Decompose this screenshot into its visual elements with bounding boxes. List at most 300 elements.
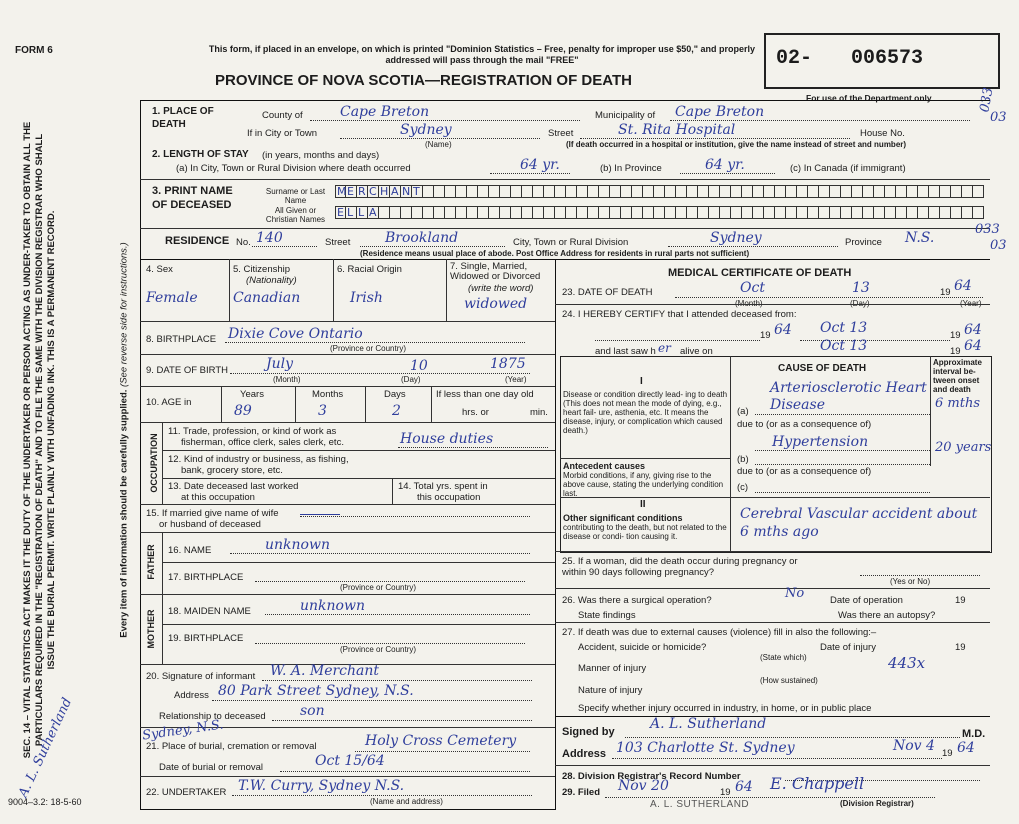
- name-letter-box: [698, 185, 709, 198]
- name-letter-box: N: [402, 185, 411, 198]
- municipality-label: Municipality of: [595, 110, 656, 121]
- hrs-label: hrs. or: [462, 407, 489, 418]
- name-letter-box: [533, 206, 544, 219]
- citizenship-value: Canadian: [233, 290, 301, 306]
- specify-label: Specify whether injury occurred in industry, in home, or in public place: [578, 703, 872, 714]
- name-letter-box: [467, 185, 478, 198]
- municipality-value: Cape Breton: [675, 104, 765, 120]
- cause-b-label: (b): [737, 454, 749, 465]
- name-letter-box: [379, 206, 390, 219]
- name-letter-box: [962, 206, 973, 219]
- place-of-death-label: 1. PLACE OF DEATH: [152, 106, 214, 130]
- name-letter-box: [830, 185, 841, 198]
- burial-date: Oct 15/64: [315, 753, 385, 769]
- dod-month-note: (Month): [735, 299, 763, 308]
- due-to-value: Hypertension: [772, 434, 869, 450]
- other-conditions-value: Cerebral Vascular accident about 6 mths ago: [740, 506, 978, 540]
- name-letter-box: [632, 185, 643, 198]
- age-years-label: Years: [240, 389, 264, 400]
- stay-city-value: 64 yr.: [520, 157, 560, 173]
- name-letter-box: [709, 185, 720, 198]
- name-letter-box: [423, 206, 434, 219]
- residence-no: 140: [256, 230, 283, 246]
- name-letter-box: [786, 185, 797, 198]
- name-letter-box: [610, 206, 621, 219]
- name-letter-box: [676, 185, 687, 198]
- to-year: 64: [964, 322, 982, 338]
- filed-year: 64: [735, 779, 753, 795]
- name-letter-box: [643, 206, 654, 219]
- less-one-day-label: If less than one day old: [436, 389, 534, 400]
- name-letter-box: [720, 206, 731, 219]
- q15-label-b: or husband of deceased: [159, 519, 261, 530]
- informant-address-label: Address: [174, 690, 209, 701]
- code-2: 03: [990, 110, 1007, 125]
- street-value: St. Rita Hospital: [618, 122, 736, 138]
- name-letter-box: [852, 185, 863, 198]
- name-letter-box: [764, 206, 775, 219]
- mother-side-label: MOTHER: [146, 609, 156, 649]
- dod-day-note: (Day): [850, 299, 870, 308]
- other-conditions-text: contributing to the death, but not related to the disease or condi- tion causing it.: [563, 523, 727, 541]
- side-notice-2: Every item of information should be carefully supplied. (See reverse side for instructions.): [118, 242, 130, 638]
- name-letter-box: [940, 206, 951, 219]
- name-letter-box: [929, 185, 940, 198]
- state-which-note: (State which): [760, 653, 807, 662]
- name-letter-box: [456, 185, 467, 198]
- length-of-stay-label: 2. LENGTH OF STAY: [152, 149, 249, 160]
- name-letter-box: [808, 185, 819, 198]
- name-letter-box: [412, 206, 423, 219]
- medical-certificate-header: MEDICAL CERTIFICATE OF DEATH: [668, 267, 852, 279]
- name-letter-box: [577, 206, 588, 219]
- relationship-label: Relationship to deceased: [159, 711, 266, 722]
- father-prov-note: (Province or Country): [340, 583, 417, 592]
- age-days: 2: [392, 403, 401, 419]
- burial-place-label: 21. Place of burial, cremation or removal: [146, 741, 317, 752]
- surgery-answer: No: [785, 586, 805, 601]
- name-letter-box: A: [368, 206, 379, 219]
- given-name-boxes[interactable]: [335, 206, 984, 219]
- name-letter-box: [841, 206, 852, 219]
- due-to-label-2: due to (or as a consequence of): [737, 466, 872, 477]
- other-conditions-title: Other significant conditions: [563, 513, 683, 523]
- to-year-prefix: 19: [950, 330, 961, 341]
- due-to-label-1: due to (or as a consequence of): [737, 419, 872, 430]
- findings-label: State findings: [578, 610, 636, 621]
- name-letter-box: [577, 185, 588, 198]
- operation-year-prefix: 19: [955, 595, 966, 606]
- q12-label-b: bank, grocery store, etc.: [181, 465, 283, 476]
- name-letter-box: L: [357, 206, 368, 219]
- name-letter-box: [390, 206, 401, 219]
- residence-street-label: Street: [325, 237, 351, 248]
- age-years: 89: [234, 403, 252, 419]
- birthplace-value: Dixie Cove Ontario: [228, 326, 363, 342]
- name-letter-box: M: [337, 185, 347, 198]
- name-letter-box: [401, 206, 412, 219]
- occupation-value: House duties: [400, 431, 494, 447]
- name-letter-box: [478, 185, 489, 198]
- date-of-death-label: 23. DATE OF DEATH: [562, 287, 653, 298]
- injury-date-label: Date of injury: [820, 642, 876, 653]
- name-letter-box: [973, 185, 984, 198]
- name-letter-box: [863, 185, 874, 198]
- physician-address-label: Address: [562, 748, 607, 760]
- code-3: 033: [975, 222, 1000, 237]
- antecedent-title: Antecedent causes: [563, 461, 646, 471]
- father-name-label: 16. NAME: [168, 545, 212, 556]
- nationality-note: (Nationality): [246, 275, 297, 286]
- signed-by-label: Signed by: [562, 726, 615, 738]
- accident-label: Accident, suicide or homicide?: [578, 642, 707, 653]
- name-letter-box: [511, 206, 522, 219]
- name-letter-box: [797, 206, 808, 219]
- signed-date: Nov 4: [893, 738, 935, 754]
- name-letter-box: [830, 206, 841, 219]
- name-letter-box: L: [346, 206, 357, 219]
- q12-label-a: 12. Kind of industry or business, as fishing,: [168, 454, 349, 465]
- name-letter-box: [775, 185, 786, 198]
- father-side-label: FATHER: [146, 544, 156, 580]
- name-letter-box: [621, 185, 632, 198]
- house-number-label: House No.: [860, 128, 905, 139]
- dob-month: July: [266, 356, 294, 372]
- side-notice: SEC. 14 – VITAL STATISTICS ACT MAKES IT THE DUTY OF THE UNDERTAKER OR PERSON ACTING AS UNDER-TAKER TO OBTAIN ALL THE PARTICULARS REQUIRED IN THE "REGISTRATION OF DEATH" AND TO FILE THE SAME WITH THE DIVISION REGISTRAR WHO SHALL ISSUE THE BURIAL PERMIT. WRITE PLAINLY WITH UNFADING INK. THIS IS A PERMANENT RECORD.: [22, 121, 57, 759]
- maiden-name-value: unknown: [300, 598, 365, 614]
- signed-year-prefix: 19: [942, 748, 953, 759]
- cause-c-label: (c): [737, 482, 749, 493]
- physician-stamp: A. L. SUTHERLAND: [650, 799, 750, 810]
- name-letter-box: [896, 185, 907, 198]
- burial-date-label: Date of burial or removal: [159, 762, 264, 773]
- name-letter-box: [599, 185, 610, 198]
- q14-label-b: this occupation: [417, 492, 481, 503]
- form-title: PROVINCE OF NOVA SCOTIA—REGISTRATION OF DEATH: [215, 72, 632, 89]
- antecedent-text: Morbid conditions, if any, giving rise to the above cause, stating the underlying condition last.: [563, 471, 724, 498]
- q13-label-a: 13. Date deceased last worked: [168, 481, 299, 492]
- surgery-question: 26. Was there a surgical operation?: [562, 595, 712, 606]
- name-letter-box: [874, 185, 885, 198]
- name-letter-box: [500, 206, 511, 219]
- undertaker-value: T.W. Curry, Sydney N.S.: [238, 778, 405, 794]
- alive-year: 64: [964, 338, 982, 354]
- stay-city-label: (a) In City, Town or Rural Division where death occurred: [176, 163, 411, 174]
- dob-label: 9. DATE OF BIRTH: [146, 365, 228, 376]
- disease-label: Disease or condition directly lead- ing to death (This does not mean the mode of dying, e.g., heart fail- ure, asthenia, etc. It means the disease, injury, or complication which caused death.): [563, 390, 728, 435]
- name-letter-box: [489, 206, 500, 219]
- sex-value: Female: [146, 290, 198, 306]
- name-letter-box: C: [368, 185, 379, 198]
- from-year-prefix: 19: [760, 330, 771, 341]
- q11-label-a: 11. Trade, profession, or kind of work as: [168, 426, 337, 437]
- name-letter-box: [885, 206, 896, 219]
- name-letter-box: [555, 206, 566, 219]
- physician-address: 103 Charlotte St. Sydney: [616, 740, 795, 756]
- undertaker-label: 22. UNDERTAKER: [146, 787, 227, 798]
- name-letter-box: [764, 185, 775, 198]
- name-letter-box: [951, 206, 962, 219]
- code-4: 03: [990, 238, 1007, 253]
- death-day: 13: [852, 280, 870, 296]
- name-letter-box: [929, 206, 940, 219]
- name-letter-box: [522, 185, 533, 198]
- name-letter-box: [544, 206, 555, 219]
- name-letter-box: [687, 206, 698, 219]
- name-letter-box: [698, 206, 709, 219]
- name-letter-box: [720, 185, 731, 198]
- maiden-name-label: 18. MAIDEN NAME: [168, 606, 251, 617]
- name-letter-box: [445, 206, 456, 219]
- street-label: Street: [548, 128, 574, 139]
- registration-number-box: 02- 006573: [764, 33, 1000, 89]
- name-letter-box: E: [335, 206, 346, 219]
- manner-code: 443x: [888, 654, 926, 672]
- citizenship-label: 5. Citizenship: [233, 264, 291, 275]
- age-days-label: Days: [384, 389, 406, 400]
- name-letter-box: [500, 185, 511, 198]
- name-note: (Name): [425, 140, 452, 149]
- mother-prov-note: (Province or Country): [340, 645, 417, 654]
- name-letter-box: T: [412, 185, 423, 198]
- death-month: Oct: [740, 280, 765, 296]
- marital-label: 7. Single, Married, Widowed or Divorced: [450, 261, 541, 282]
- registrar-signature: E. Chappell: [770, 774, 865, 793]
- name-letter-box: [918, 206, 929, 219]
- name-letter-box: [632, 206, 643, 219]
- name-letter-box: [940, 185, 951, 198]
- code-1: 033: [977, 86, 997, 114]
- informant-signature: W. A. Merchant: [270, 663, 380, 679]
- name-letter-box: [522, 206, 533, 219]
- print-name-label: 3. PRINT NAME OF DECEASED: [152, 185, 233, 211]
- name-letter-box: H: [380, 185, 389, 198]
- stay-province-label: (b) In Province: [600, 163, 662, 174]
- pregnancy-question: 25. If a woman, did the death occur during pregnancy or within 90 days following pregnancy?: [562, 556, 798, 578]
- name-letter-box: [467, 206, 478, 219]
- name-letter-box: [797, 185, 808, 198]
- alive-year-prefix: 19: [950, 346, 961, 357]
- birthplace-label: 8. BIRTHPLACE: [146, 334, 217, 345]
- surname-label: Surname or Last Name: [265, 187, 326, 205]
- name-letter-box: [599, 206, 610, 219]
- name-letter-box: [742, 185, 753, 198]
- md-label: M.D.: [962, 728, 986, 740]
- residence-note: (Residence means usual place of abode. Post Office Address for residents in rural parts not sufficient): [360, 249, 750, 258]
- signed-by-value: A. L. Sutherland: [650, 716, 767, 732]
- relationship-value: son: [300, 703, 325, 719]
- name-letter-box: [544, 185, 555, 198]
- name-letter-box: [753, 206, 764, 219]
- county-value: Cape Breton: [340, 104, 430, 120]
- q15-label-a: 15. If married give name of wife: [146, 508, 279, 519]
- age-months: 3: [318, 403, 327, 419]
- father-name-value: unknown: [265, 537, 330, 553]
- name-letter-box: [819, 206, 830, 219]
- undertaker-note: (Name and address): [370, 797, 443, 806]
- residence-province: N.S.: [905, 230, 935, 246]
- marital-value: widowed: [464, 296, 528, 312]
- dob-month-note: (Month): [273, 375, 301, 384]
- stay-canada-label: (c) In Canada (if immigrant): [790, 163, 906, 174]
- death-year-prefix: 19: [940, 287, 951, 298]
- name-letter-box: [841, 185, 852, 198]
- name-letter-box: A: [390, 185, 401, 198]
- yes-no-note: (Yes or No): [890, 577, 931, 586]
- name-letter-box: [687, 185, 698, 198]
- name-letter-box: [907, 185, 918, 198]
- name-letter-box: [918, 185, 929, 198]
- name-letter-box: [808, 206, 819, 219]
- certify-label: 24. I HEREBY CERTIFY that I attended deceased from:: [562, 309, 797, 320]
- dob-year-note: (Year): [505, 375, 527, 384]
- name-letter-box: [434, 206, 445, 219]
- dob-year: 1875: [490, 356, 526, 372]
- name-letter-box: [973, 206, 984, 219]
- department-use: For use of the Department only: [806, 93, 932, 103]
- from-year: 64: [774, 322, 792, 338]
- name-letter-box: [456, 206, 467, 219]
- q13-label-b: at this occupation: [181, 492, 255, 503]
- age-label: 10. AGE in: [146, 397, 192, 408]
- name-letter-box: [445, 185, 456, 198]
- name-letter-box: [709, 206, 720, 219]
- name-letter-box: [621, 206, 632, 219]
- filed-year-prefix: 19: [720, 787, 731, 798]
- mother-birthplace-label: 19. BIRTHPLACE: [168, 633, 244, 644]
- cause-a-value: Arteriosclerotic Heart Disease: [770, 380, 927, 413]
- record-number-label: 28. Division Registrar's Record Number: [562, 771, 741, 782]
- name-letter-box: [731, 185, 742, 198]
- name-letter-box: [654, 185, 665, 198]
- burial-place: Holy Cross Cemetery: [365, 733, 517, 749]
- death-year: 64: [954, 278, 972, 294]
- name-letter-box: [951, 185, 962, 198]
- name-letter-box: [665, 206, 676, 219]
- q11-label-b: fisherman, office clerk, sales clerk, etc.: [181, 437, 344, 448]
- birthplace-note: (Province or Country): [330, 344, 407, 353]
- stay-unit-note: (in years, months and days): [262, 150, 380, 161]
- residence-no-label: No.: [236, 237, 251, 248]
- county-label: County of: [262, 110, 303, 121]
- manner-label: Manner of injury: [578, 663, 647, 674]
- last-saw-label: and last saw h: [595, 346, 656, 357]
- injury-year-prefix: 19: [955, 642, 966, 653]
- q14-label-a: 14. Total yrs. spent in: [398, 481, 488, 492]
- name-letter-box: [566, 206, 577, 219]
- name-letter-box: [566, 185, 577, 198]
- informant-address: 80 Park Street Sydney, N.S.: [218, 683, 414, 699]
- city-value: Sydney: [400, 122, 452, 138]
- name-letter-box: [962, 185, 973, 198]
- name-letter-box: [610, 185, 621, 198]
- filed-date: Nov 20: [618, 778, 669, 794]
- dob-day: 10: [410, 358, 428, 374]
- interval-header: Approximate interval be- tween onset and death: [933, 358, 982, 394]
- informant-label: 20. Signature of informant: [146, 671, 256, 682]
- part-ii-label: II: [640, 499, 646, 510]
- name-letter-box: [819, 185, 830, 198]
- name-letter-box: [588, 185, 599, 198]
- name-letter-box: [434, 185, 445, 198]
- racial-origin-label: 6. Racial Origin: [337, 264, 402, 275]
- due-to-interval: 20 years: [935, 440, 992, 455]
- to-date: Oct 13: [820, 320, 868, 336]
- father-birthplace-label: 17. BIRTHPLACE: [168, 572, 244, 583]
- residence-street: Brookland: [385, 230, 459, 246]
- name-letter-box: [896, 206, 907, 219]
- dod-year-note: (Year): [960, 299, 982, 308]
- form-number: FORM 6: [15, 45, 53, 56]
- name-letter-box: [753, 185, 764, 198]
- print-code: 9004–3.2: 18-5-60: [8, 797, 82, 807]
- filed-label: 29. Filed: [562, 787, 601, 798]
- autopsy-label: Was there an autopsy?: [838, 610, 936, 621]
- name-letter-box: [863, 206, 874, 219]
- how-sustained-note: (How sustained): [760, 676, 818, 685]
- marital-note: (write the word): [468, 283, 534, 294]
- operation-date-label: Date of operation: [830, 595, 903, 606]
- name-letter-box: [676, 206, 687, 219]
- last-saw-pronoun: er: [658, 341, 671, 355]
- name-letter-box: [489, 185, 500, 198]
- signed-year: 64: [957, 740, 975, 756]
- name-letter-box: [786, 206, 797, 219]
- given-name-label: All Given or Christian Names: [265, 206, 326, 224]
- residence-city: Sydney: [710, 230, 762, 246]
- name-letter-box: [555, 185, 566, 198]
- residence-province-label: Province: [845, 237, 882, 248]
- name-letter-box: [742, 206, 753, 219]
- residence-city-label: City, Town or Rural Division: [513, 237, 629, 248]
- name-letter-box: [775, 206, 786, 219]
- name-letter-box: [423, 185, 434, 198]
- surname-boxes[interactable]: [335, 185, 984, 198]
- age-months-label: Months: [312, 389, 344, 400]
- name-letter-box: [665, 185, 676, 198]
- cause-of-death-header: CAUSE OF DEATH: [778, 363, 867, 374]
- name-letter-box: [654, 206, 665, 219]
- name-letter-box: [874, 206, 885, 219]
- sex-label: 4. Sex: [146, 264, 173, 275]
- cause-a-label: (a): [737, 406, 749, 417]
- occupation-side-label: OCCUPATION: [149, 433, 159, 493]
- stay-province-value: 64 yr.: [705, 157, 745, 173]
- name-letter-box: [885, 185, 896, 198]
- name-letter-box: [643, 185, 654, 198]
- name-letter-box: [533, 185, 544, 198]
- name-letter-box: R: [357, 185, 368, 198]
- name-letter-box: [588, 206, 599, 219]
- part-i-label: I: [640, 376, 643, 387]
- cause-a-interval: 6 mths: [935, 396, 980, 411]
- alive-on-label: alive on: [680, 346, 713, 357]
- external-causes-label: 27. If death was due to external causes (violence) fill in also the following:–: [562, 627, 877, 638]
- name-letter-box: [731, 206, 742, 219]
- burial-city: Sydney, N.S.: [141, 717, 225, 744]
- margin-signature: A. L. Sutherland: [15, 695, 76, 800]
- hospital-note: (If death occurred in a hospital or institution, give the name instead of street and number): [566, 140, 907, 149]
- name-letter-box: E: [346, 185, 357, 198]
- division-registrar-note: (Division Registrar): [840, 799, 914, 808]
- alive-date: Oct 13: [820, 338, 868, 354]
- name-letter-box: [852, 206, 863, 219]
- min-label: min.: [530, 407, 548, 418]
- dob-day-note: (Day): [401, 375, 421, 384]
- name-letter-box: [907, 206, 918, 219]
- city-label: If in City or Town: [247, 128, 318, 139]
- nature-label: Nature of injury: [578, 685, 643, 696]
